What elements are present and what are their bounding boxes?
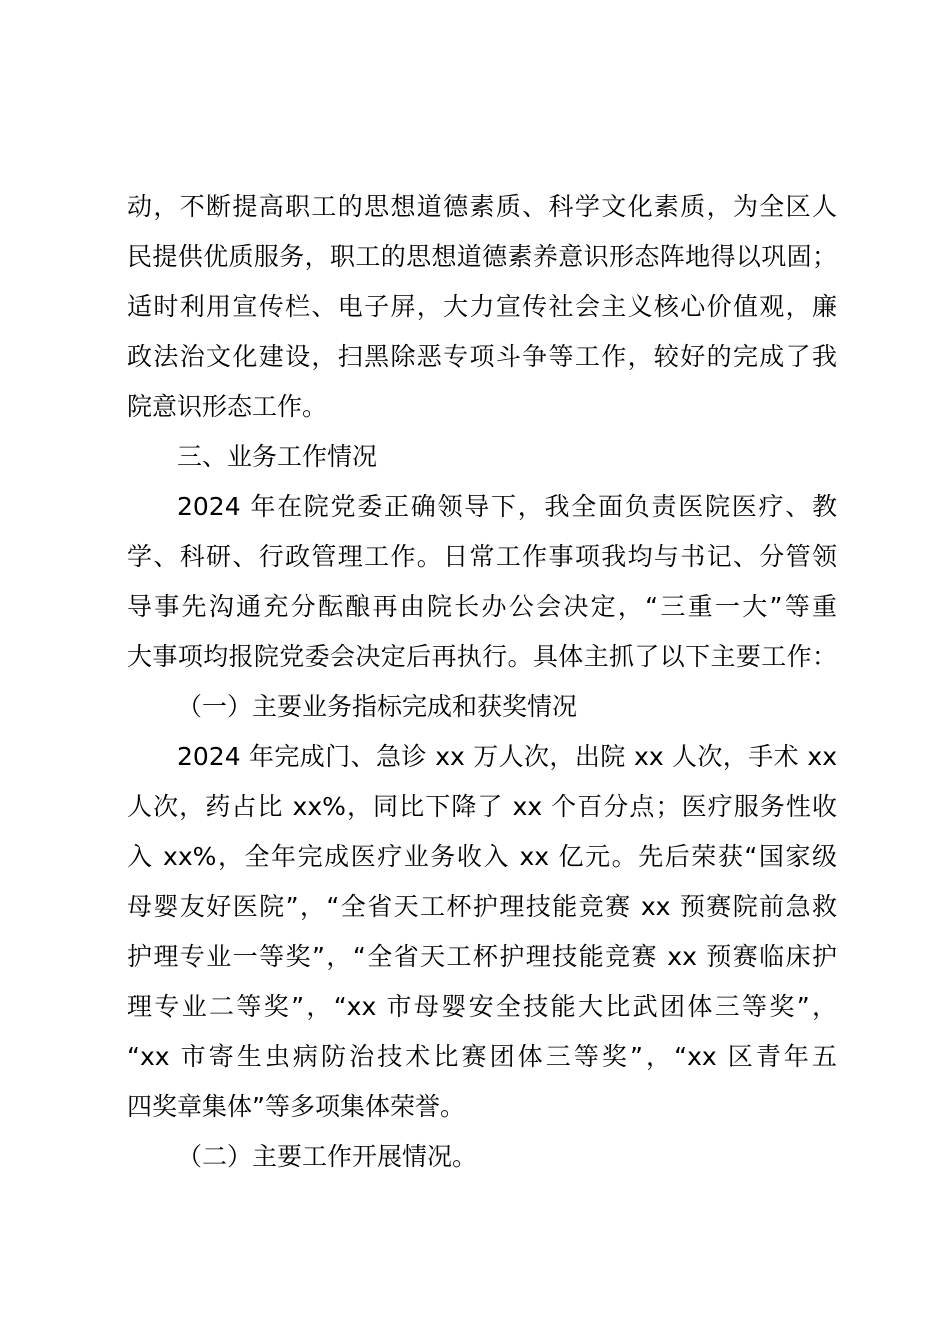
paragraph-line: 适时利用宣传栏、电子屏，大力宣传社会主义核心价值观，廉 <box>127 292 837 321</box>
paragraph-line: 动，不断提高职工的思想道德素质、科学文化素质，为全区人 <box>127 192 837 221</box>
paragraph-line: 理专业二等奖”，“xx 市母婴安全技能大比武团体三等奖”， <box>127 992 837 1021</box>
document-body <box>127 182 837 1182</box>
section-heading: （一）主要业务指标完成和获奖情况 <box>177 692 578 721</box>
paragraph-line: “xx 市寄生虫病防治技术比赛团体三等奖”，“xx 区青年五 <box>127 1042 837 1071</box>
paragraph-line: 人次，药占比 xx%，同比下降了 xx 个百分点；医疗服务性收 <box>127 792 837 821</box>
paragraph-line: 政法治文化建设，扫黑除恶专项斗争等工作，较好的完成了我 <box>127 342 837 371</box>
paragraph-line: 民提供优质服务，职工的思想道德素养意识形态阵地得以巩固； <box>127 242 837 271</box>
paragraph-line: 入 xx%，全年完成医疗业务收入 xx 亿元。先后荣获“国家级 <box>127 842 837 871</box>
paragraph-line: 2024 年完成门、急诊 xx 万人次，出院 xx 人次，手术 xx <box>177 742 837 771</box>
section-heading: 三、业务工作情况 <box>177 442 378 471</box>
paragraph-line: 四奖章集体”等多项集体荣誉。 <box>127 1092 465 1121</box>
paragraph-line: 2024 年在院党委正确领导下，我全面负责医院医疗、教 <box>177 492 837 521</box>
paragraph-line: 母婴友好医院”，“全省天工杯护理技能竞赛 xx 预赛院前急救 <box>127 892 837 921</box>
paragraph-line: 护理专业一等奖”，“全省天工杯护理技能竞赛 xx 预赛临床护 <box>127 942 837 971</box>
section-heading: （二）主要工作开展情况。 <box>177 1142 478 1171</box>
paragraph-line: 大事项均报院党委会决定后再执行。具体主抓了以下主要工作： <box>127 642 837 671</box>
paragraph-line: 导事先沟通充分酝酿再由院长办公会决定，“三重一大”等重 <box>127 592 837 621</box>
paragraph-line: 院意识形态工作。 <box>127 392 328 421</box>
paragraph-line: 学、科研、行政管理工作。日常工作事项我均与书记、分管领 <box>127 542 837 571</box>
